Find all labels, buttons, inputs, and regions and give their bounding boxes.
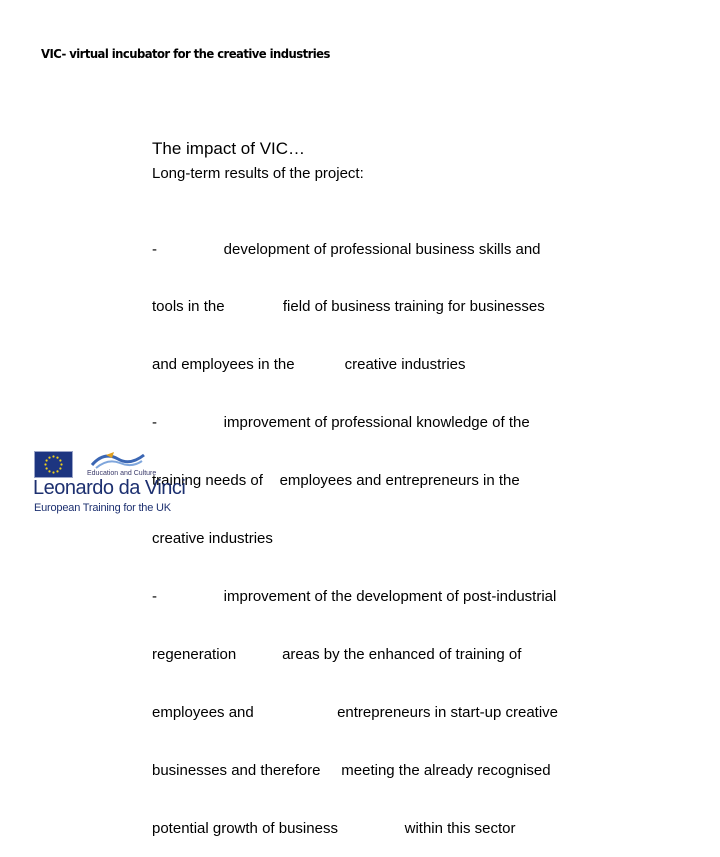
text-line: - improvement of professional knowledge of the — [152, 414, 530, 432]
text-line: regeneration areas by the enhanced of training of — [152, 645, 522, 663]
eu-flag-icon — [34, 451, 73, 478]
programme-name: Leonardo da Vinci — [33, 477, 186, 499]
education-culture-logo-icon — [88, 449, 148, 471]
slide-title: The impact of VIC… — [152, 139, 306, 158]
text-line: employees and entrepreneurs in start-up creative — [152, 703, 559, 721]
header-title: VIC- virtual incubator for the creative industries — [41, 46, 330, 61]
text-line: potential growth of business within this sector — [152, 819, 516, 837]
text-line: - improvement of the development of post-industrial — [152, 587, 557, 605]
text-line: and employees in the creative industries — [152, 356, 466, 374]
programme-logos — [30, 449, 186, 521]
text-line: tools in the field of business training for businesses — [152, 298, 545, 316]
text-line: creative industries — [152, 530, 273, 548]
programme-tagline: European Training for the UK — [34, 502, 171, 514]
text-line: - development of professional business skills and — [152, 240, 541, 258]
ec-caption: Education and Culture — [87, 470, 157, 477]
results-text — [152, 201, 558, 857]
text-line: training needs of employees and entrepreneurs in the — [152, 472, 520, 490]
text-line: businesses and therefore meeting the already recognised — [152, 761, 551, 779]
slide-subtitle: Long-term results of the project: — [152, 165, 364, 182]
